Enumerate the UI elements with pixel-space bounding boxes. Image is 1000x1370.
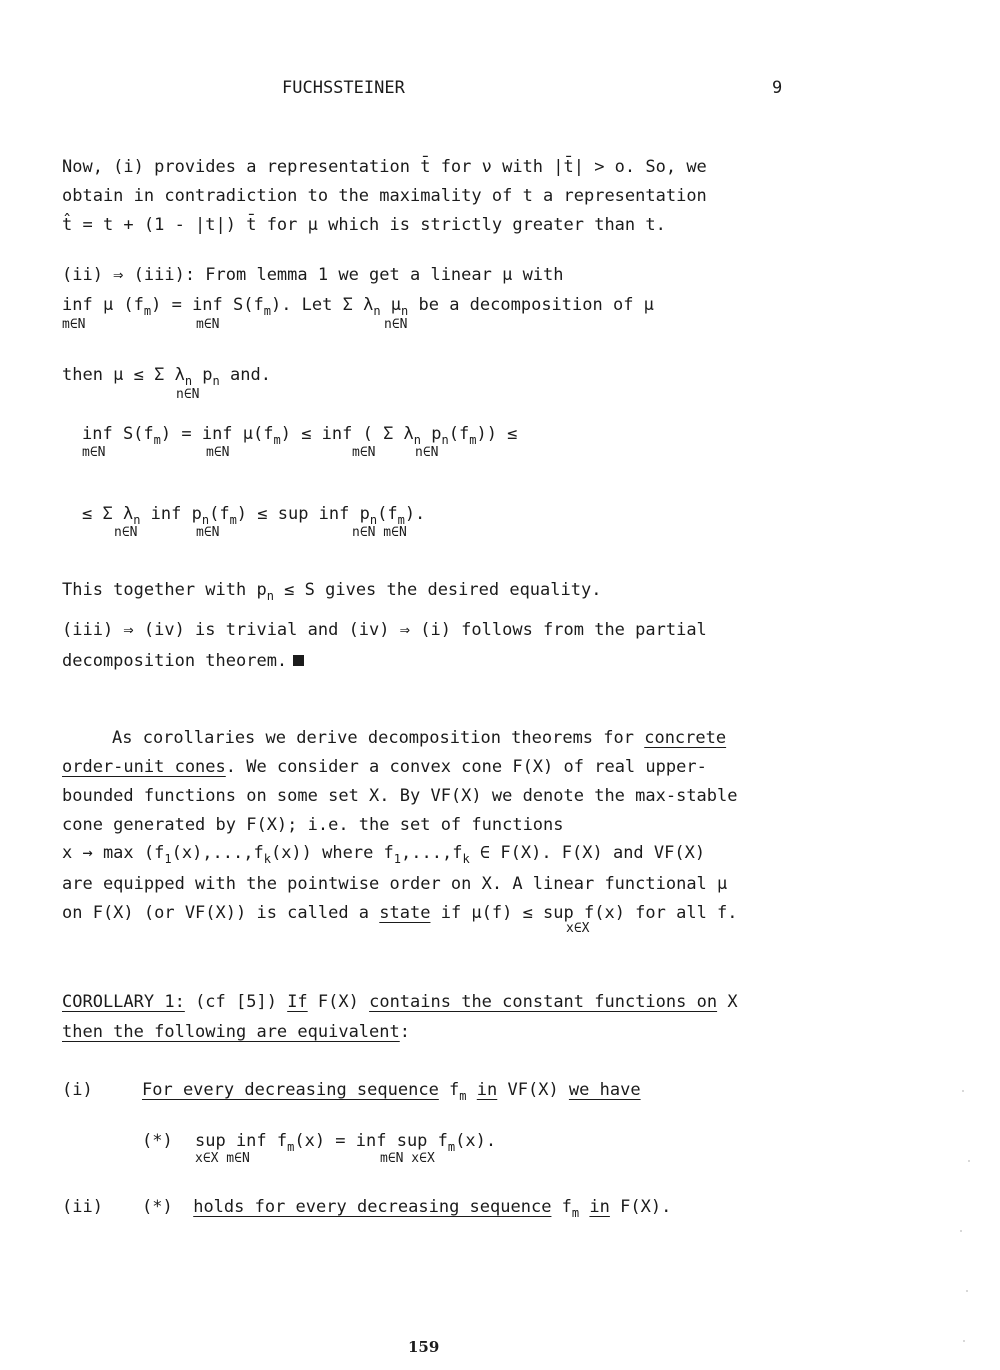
sub-1: 1 [164, 852, 172, 866]
index-set-label: m∈N [206, 445, 230, 460]
eq1-b: ) = inf μ(f [160, 424, 274, 444]
corollary-cite: (cf [5]) [184, 992, 288, 1012]
sub-m: m [447, 1140, 456, 1154]
item-ii-u1: holds for every decreasing sequence [193, 1197, 552, 1217]
corollary-hypothesis: contains the constant functions on [369, 992, 718, 1012]
sub-m: m [263, 304, 271, 318]
item-ii-text [142, 1197, 671, 1218]
item-ii-star: (*) [142, 1197, 173, 1217]
eq2-b: inf p [140, 504, 202, 524]
item-ii-label: (ii) [62, 1197, 103, 1217]
para2-line5-b: (x),...,f [171, 843, 264, 863]
proof-line4-a: This together with p [62, 580, 267, 600]
equation-2 [82, 504, 425, 525]
eq1-e: (f [448, 424, 470, 444]
sub-m: m [229, 513, 237, 527]
eq1-c: ) ≤ inf ( Σ λ [280, 424, 414, 444]
index-set-label: m∈N [196, 317, 220, 332]
para2-line7-a: on F(X) (or VF(X)) is called a [62, 903, 380, 923]
index-set-label: m∈N [82, 445, 106, 460]
proof-line5: (iii) ⇒ (iv) is trivial and (iv) ⇒ (i) follows from the partial [62, 620, 707, 640]
page-number: 9 [772, 78, 783, 98]
sub-m: m [143, 304, 152, 318]
index-set-label: m∈N x∈X [380, 1151, 435, 1166]
sub-1: 1 [393, 852, 402, 866]
proof-line2-a: inf μ (f [62, 295, 144, 315]
star-equation [195, 1131, 496, 1152]
corollary-line2 [62, 1022, 410, 1042]
eq1-a: inf S(f [82, 424, 154, 444]
proof-line3 [62, 365, 271, 386]
proof-line4 [62, 580, 601, 601]
eq1-d: p [421, 424, 442, 444]
sub-n: n [369, 513, 378, 527]
para2-line2-b: . We consider a convex cone F(X) of real upper- [225, 757, 707, 777]
proof-line3-c: and. [219, 365, 271, 385]
sub-n: n [373, 304, 381, 318]
term-state: state [379, 903, 431, 923]
star-b: (x) = inf sup f [294, 1131, 448, 1151]
para2-line4: cone generated by F(X); i.e. the set of functions [62, 815, 564, 835]
index-set-label: x∈X m∈N [195, 1151, 250, 1166]
item-i-a: f [438, 1080, 460, 1100]
scan-speck [960, 1230, 962, 1232]
index-set-label: n∈N [176, 387, 200, 402]
index-set-label: m∈N [352, 445, 376, 460]
eq2-c: (f [209, 504, 230, 524]
sub-n: n [184, 374, 193, 388]
sub-n: n [212, 374, 220, 388]
para1-line1: Now, (i) provides a representation t̄ for ν with |t̄| > o. So, we [62, 157, 707, 177]
index-set-label: x∈X [566, 921, 590, 936]
corollary-heading: COROLLARY 1: [62, 992, 185, 1012]
para2-line3: bounded functions on some set X. By VF(X) we denote the max-stable [62, 786, 738, 806]
para2-line2 [62, 757, 707, 777]
eq2-d: ) ≤ sup inf p [236, 504, 370, 524]
sub-k: k [263, 852, 271, 866]
eq1-e: (f [377, 504, 398, 524]
proof-line2-e: be a decomposition of μ [408, 295, 654, 315]
proof-line2-d: μ [380, 295, 402, 315]
para2-line6: are equipped with the pointwise order on X. A linear functional μ [62, 874, 728, 894]
index-set-label: n∈N m∈N [352, 525, 407, 540]
index-set-label: m∈N [196, 525, 220, 540]
eq2-a: ≤ Σ λ [82, 504, 134, 524]
eq1-f: )) ≤ [476, 424, 518, 444]
index-set-label: n∈N [114, 525, 138, 540]
sub-m: m [273, 433, 281, 447]
proof-line2-b: ) = inf S(f [151, 295, 264, 315]
index-set-label: n∈N [415, 445, 439, 460]
sub-m: m [397, 513, 405, 527]
sub-m: m [571, 1206, 580, 1220]
corollary-colon: : [399, 1022, 411, 1042]
item-ii-in: in [589, 1197, 610, 1217]
sub-k: k [462, 852, 470, 866]
para2-line1-a: As corollaries we derive decomposition theorems for [112, 728, 645, 748]
sub-n: n [401, 304, 409, 318]
item-i-c: VF(X) [497, 1080, 569, 1100]
para2-line5-c: (x)) where f [270, 843, 394, 863]
sub-n: n [266, 589, 274, 603]
eq2-e: ). [404, 504, 426, 524]
qed-square-icon [293, 655, 304, 666]
scan-speck [962, 1090, 964, 1092]
scan-speck [963, 1340, 965, 1342]
sub-n: n [413, 433, 422, 447]
corollary-line1 [62, 992, 738, 1012]
item-i-label: (i) [62, 1080, 93, 1100]
sub-n: n [201, 513, 210, 527]
term-order-unit-cones: order-unit cones [62, 757, 226, 777]
sub-n: n [133, 513, 141, 527]
proof-line6-text: decomposition theorem. [62, 651, 288, 671]
proof-line4-b: ≤ S gives the desired equality. [273, 580, 602, 600]
term-concrete: concrete [644, 728, 727, 748]
para1-line3: t̂ = t + (1 - |t|) t̄ for μ which is strictly greater than t. [62, 215, 666, 235]
proof-line6 [62, 651, 304, 671]
corollary-fx: F(X) [307, 992, 370, 1012]
proof-line3-a: then μ ≤ Σ λ [62, 365, 185, 385]
para2-line1 [112, 728, 726, 748]
corollary-if: If [287, 992, 308, 1012]
item-ii-b [579, 1197, 589, 1217]
sub-m: m [469, 433, 477, 447]
corollary-x: X [717, 992, 738, 1012]
para2-line7 [62, 903, 738, 923]
scan-speck [966, 1290, 968, 1292]
sub-m: m [153, 433, 161, 447]
proof-line3-b: p [192, 365, 213, 385]
item-ii-c: F(X). [609, 1197, 672, 1217]
proof-line1: (ii) ⇒ (iii): From lemma 1 we get a linear μ with [62, 265, 564, 285]
corollary-equivalent: then the following are equivalent [62, 1022, 400, 1042]
para2-line5-d: ,...,f [401, 843, 463, 863]
para1-line2: obtain in contradiction to the maximality of t a representation [62, 186, 707, 206]
star-label: (*) [142, 1131, 173, 1151]
item-i-in: in [476, 1080, 498, 1100]
equation-1 [82, 424, 517, 445]
para2-line5-e: ∈ F(X). F(X) and VF(X) [469, 843, 706, 863]
item-i-b [467, 1080, 477, 1100]
star-a: sup inf f [195, 1131, 288, 1151]
folio-number: 159 [408, 1338, 440, 1356]
item-ii-a: f [551, 1197, 572, 1217]
star-c: (x). [455, 1131, 497, 1151]
scan-speck [968, 1160, 970, 1162]
sub-m: m [287, 1140, 295, 1154]
para2-line5 [62, 843, 705, 864]
para2-line7-b: if μ(f) ≤ sup f(x) for all f. [430, 903, 738, 923]
item-i-we-have: we have [568, 1080, 641, 1100]
running-head: FUCHSSTEINER [282, 78, 405, 98]
item-i-u1: For every decreasing sequence [142, 1080, 439, 1100]
proof-line2-c: ). Let Σ λ [270, 295, 374, 315]
para2-line5-a: x → max (f [62, 843, 165, 863]
sub-m: m [459, 1089, 467, 1103]
sub-n: n [441, 433, 449, 447]
proof-line2 [62, 295, 654, 316]
item-i-text [142, 1080, 641, 1101]
index-set-label: m∈N [62, 317, 86, 332]
index-set-label: n∈N [384, 317, 408, 332]
